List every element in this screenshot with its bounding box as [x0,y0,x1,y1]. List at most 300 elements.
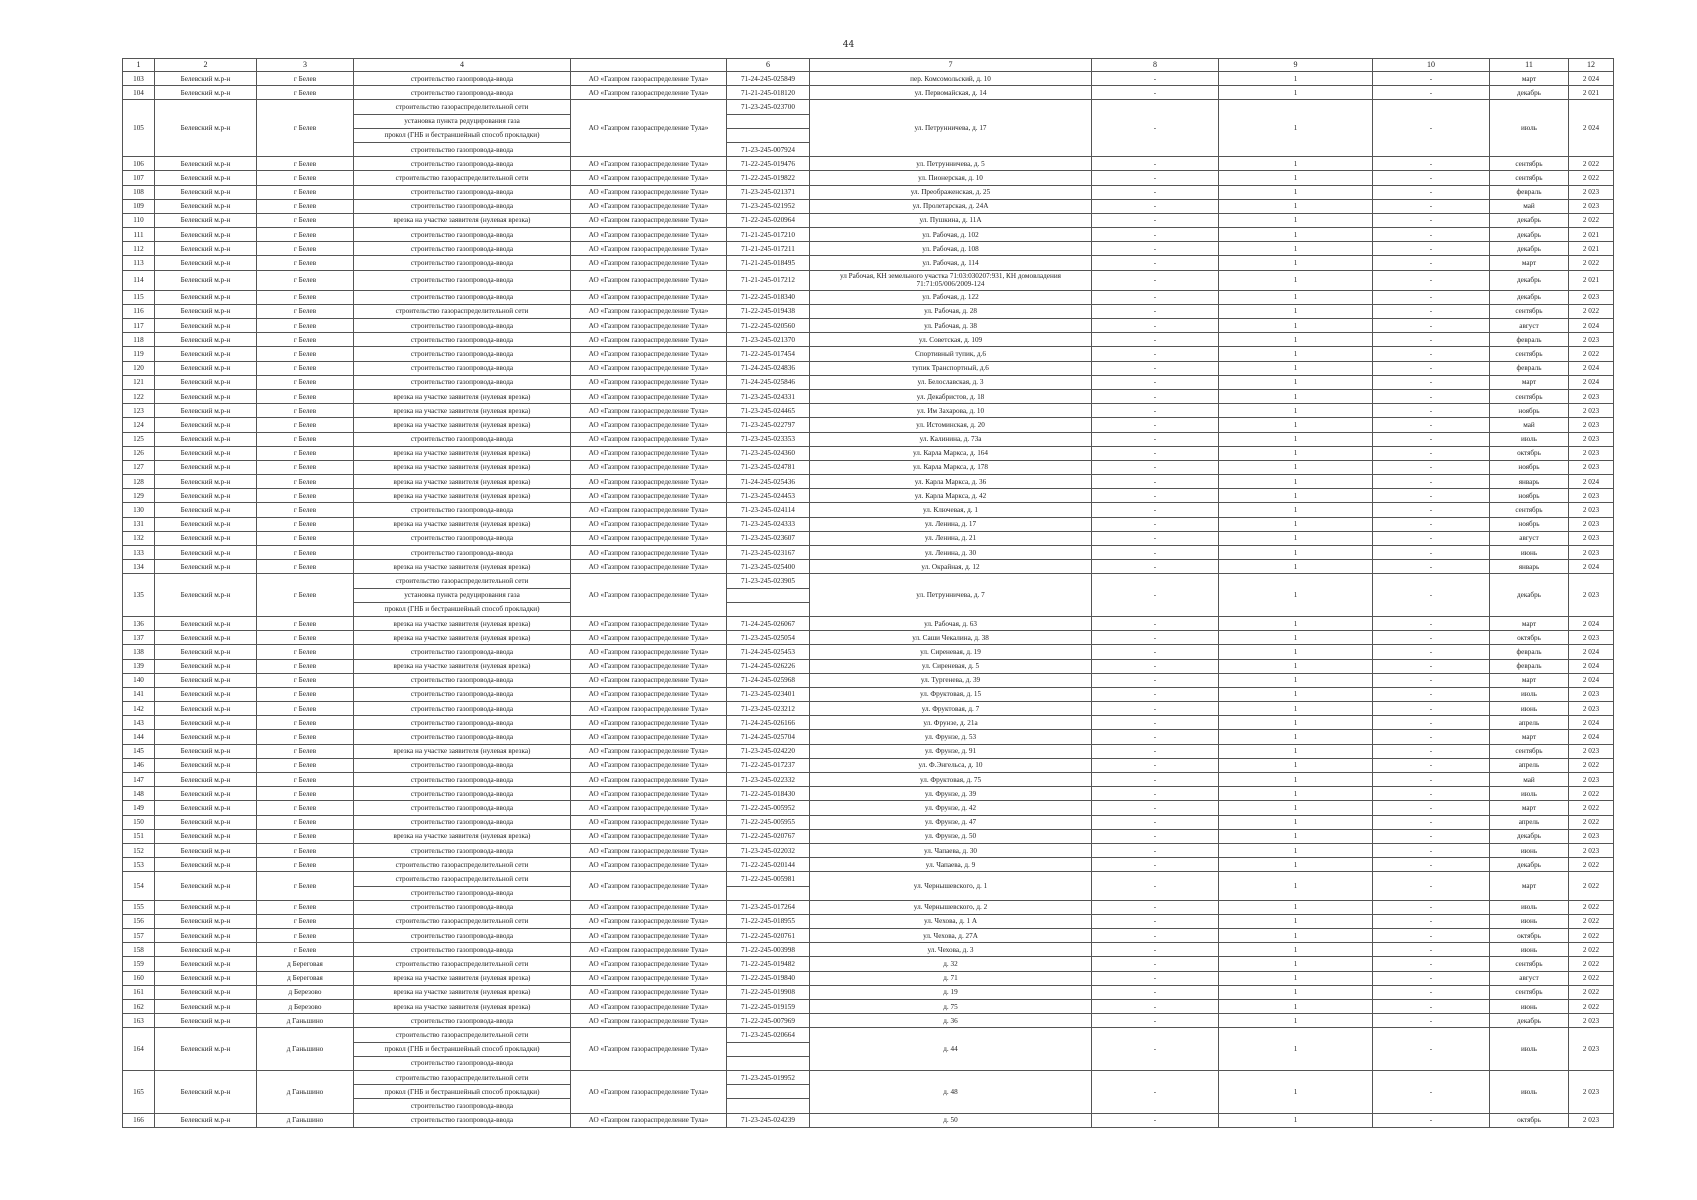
column-8-cell: - [1092,228,1219,242]
work-type-cell: строительство газопровода-ввода [354,86,571,100]
settlement-cell: г Белев [257,758,354,772]
year-cell: 2 022 [1569,347,1614,361]
work-type-cell: врезка на участке заявителя (нулевая врезка) [354,489,571,503]
work-type-cell: врезка на участке заявителя (нулевая врезка) [354,1000,571,1014]
row-number: 116 [123,304,155,318]
row-number: 110 [123,213,155,227]
settlement-cell: г Белев [257,171,354,185]
column-10-cell: - [1373,228,1490,242]
settlement-cell: г Белев [257,801,354,815]
application-id-cell: 71-22-245-017237 [727,758,810,772]
application-id-cell: 71-22-245-020560 [727,319,810,333]
district-cell: Белевский м.р-н [155,815,257,829]
work-type-cell: строительство газопровода-ввода [354,815,571,829]
year-cell: 2 023 [1569,702,1614,716]
address-cell: д. 36 [810,1014,1092,1028]
address-cell: ул. Фруктовая, д. 7 [810,702,1092,716]
column-10-cell: - [1373,673,1490,687]
table-row [123,971,1614,985]
settlement-cell: г Белев [257,503,354,517]
district-cell: Белевский м.р-н [155,1028,257,1071]
column-header: 6 [727,59,810,72]
address-cell: ул. Ленина, д. 21 [810,531,1092,545]
column-10-cell: - [1373,702,1490,716]
district-cell: Белевский м.р-н [155,72,257,86]
year-cell: 2 023 [1569,1070,1614,1113]
address-cell: ул. Карла Маркса, д. 36 [810,475,1092,489]
year-cell: 2 021 [1569,242,1614,256]
settlement-cell: г Белев [257,730,354,744]
column-8-cell: - [1092,716,1219,730]
settlement-cell: г Белев [257,673,354,687]
district-cell: Белевский м.р-н [155,645,257,659]
column-header-row [123,59,1614,72]
table-row [123,929,1614,943]
application-id-cell: 71-21-245-017210 [727,228,810,242]
column-9-cell: 1 [1219,815,1373,829]
organization-cell: АО «Газпром газораспределение Тула» [571,1014,727,1028]
organization-cell: АО «Газпром газораспределение Тула» [571,758,727,772]
work-type-cell: строительство газопровода-ввода [354,645,571,659]
month-cell: ноябрь [1490,489,1569,503]
column-8-cell: - [1092,1028,1219,1071]
month-cell: апрель [1490,815,1569,829]
column-8-cell: - [1092,702,1219,716]
column-8-cell: - [1092,872,1219,900]
month-cell: сентябрь [1490,503,1569,517]
month-cell: сентябрь [1490,389,1569,403]
column-10-cell: - [1373,1014,1490,1028]
organization-cell: АО «Газпром газораспределение Тула» [571,631,727,645]
month-cell: март [1490,256,1569,270]
settlement-cell: г Белев [257,347,354,361]
settlement-cell: г Белев [257,475,354,489]
month-cell: август [1490,531,1569,545]
organization-cell: АО «Газпром газораспределение Тула» [571,100,727,157]
work-type-cell: строительство газопровода-ввода [354,319,571,333]
table-row [123,531,1614,545]
year-cell: 2 024 [1569,319,1614,333]
work-type-cell: прокол (ГНБ и бестраншейный способ прокладки) [354,1085,571,1099]
address-cell: ул. Сиреневая, д. 19 [810,645,1092,659]
column-9-cell: 1 [1219,673,1373,687]
organization-cell: АО «Газпром газораспределение Тула» [571,460,727,474]
column-9-cell: 1 [1219,404,1373,418]
address-cell: ул. Фруктовая, д. 75 [810,773,1092,787]
address-cell: ул. Рабочая, д. 28 [810,304,1092,318]
organization-cell: АО «Газпром газораспределение Тула» [571,361,727,375]
column-9-cell: 1 [1219,304,1373,318]
column-8-cell: - [1092,730,1219,744]
application-id-cell: 71-22-245-019482 [727,957,810,971]
column-9-cell: 1 [1219,560,1373,574]
address-cell: д. 32 [810,957,1092,971]
organization-cell: АО «Газпром газораспределение Тула» [571,858,727,872]
month-cell: июль [1490,1028,1569,1071]
column-10-cell: - [1373,943,1490,957]
work-type-cell: врезка на участке заявителя (нулевая врезка) [354,631,571,645]
settlement-cell: г Белев [257,517,354,531]
application-id-cell: 71-23-245-021370 [727,333,810,347]
column-8-cell: - [1092,213,1219,227]
table-row [123,475,1614,489]
district-cell: Белевский м.р-н [155,100,257,157]
work-type-cell: строительство газопровода-ввода [354,290,571,304]
month-cell: март [1490,730,1569,744]
column-10-cell: - [1373,687,1490,701]
year-cell: 2 022 [1569,914,1614,928]
month-cell: июнь [1490,546,1569,560]
table-row [123,659,1614,673]
column-10-cell: - [1373,446,1490,460]
year-cell: 2 023 [1569,489,1614,503]
organization-cell: АО «Газпром газораспределение Тула» [571,957,727,971]
table-row [123,503,1614,517]
column-9-cell: 1 [1219,858,1373,872]
organization-cell: АО «Газпром газораспределение Тула» [571,914,727,928]
row-number: 138 [123,645,155,659]
month-cell: март [1490,872,1569,900]
row-number: 117 [123,319,155,333]
district-cell: Белевский м.р-н [155,389,257,403]
address-cell: ул. Тургенева, д. 39 [810,673,1092,687]
row-number: 145 [123,744,155,758]
month-cell: сентябрь [1490,304,1569,318]
month-cell: ноябрь [1490,404,1569,418]
work-type-cell: строительство газопровода-ввода [354,199,571,213]
month-cell: ноябрь [1490,517,1569,531]
address-cell: ул. Ленина, д. 30 [810,546,1092,560]
row-number: 124 [123,418,155,432]
year-cell: 2 024 [1569,361,1614,375]
year-cell: 2 021 [1569,270,1614,290]
column-8-cell: - [1092,943,1219,957]
column-10-cell: - [1373,531,1490,545]
organization-cell: АО «Газпром газораспределение Тула» [571,1113,727,1127]
column-9-cell: 1 [1219,645,1373,659]
column-8-cell: - [1092,185,1219,199]
row-number: 148 [123,787,155,801]
column-10-cell: - [1373,375,1490,389]
address-cell: пер. Комсомольский, д. 10 [810,72,1092,86]
district-cell: Белевский м.р-н [155,744,257,758]
district-cell: Белевский м.р-н [155,914,257,928]
address-cell: ул. Рабочая, д. 63 [810,616,1092,630]
row-number: 159 [123,957,155,971]
row-number: 153 [123,858,155,872]
settlement-cell: д Ганьшино [257,1028,354,1071]
settlement-cell: г Белев [257,228,354,242]
row-number: 112 [123,242,155,256]
column-header: 10 [1373,59,1490,72]
settlement-cell: г Белев [257,361,354,375]
table-row [123,815,1614,829]
settlement-cell: д Береговая [257,971,354,985]
row-number: 129 [123,489,155,503]
row-number: 106 [123,157,155,171]
application-id-cell: 71-21-245-018495 [727,256,810,270]
district-cell: Белевский м.р-н [155,185,257,199]
month-cell: июнь [1490,702,1569,716]
organization-cell: АО «Газпром газораспределение Тула» [571,319,727,333]
column-8-cell: - [1092,489,1219,503]
column-8-cell: - [1092,531,1219,545]
column-9-cell: 1 [1219,242,1373,256]
work-type-cell: строительство газораспределительной сети [354,574,571,588]
table-row [123,773,1614,787]
organization-cell: АО «Газпром газораспределение Тула» [571,645,727,659]
table-row [123,943,1614,957]
organization-cell: АО «Газпром газораспределение Тула» [571,242,727,256]
row-number: 146 [123,758,155,772]
organization-cell: АО «Газпром газораспределение Тула» [571,213,727,227]
column-9-cell: 1 [1219,574,1373,617]
settlement-cell: г Белев [257,773,354,787]
work-type-cell: строительство газопровода-ввода [354,1113,571,1127]
organization-cell: АО «Газпром газораспределение Тула» [571,716,727,730]
work-type-cell: строительство газопровода-ввода [354,333,571,347]
month-cell: декабрь [1490,86,1569,100]
organization-cell: АО «Газпром газораспределение Тула» [571,1070,727,1113]
application-id-cell: 71-23-245-007924 [727,142,810,156]
work-type-cell: врезка на участке заявителя (нулевая врезка) [354,744,571,758]
work-type-cell: строительство газопровода-ввода [354,531,571,545]
year-cell: 2 022 [1569,801,1614,815]
district-cell: Белевский м.р-н [155,304,257,318]
month-cell: январь [1490,560,1569,574]
month-cell: июль [1490,787,1569,801]
settlement-cell: д Березово [257,985,354,999]
settlement-cell: г Белев [257,446,354,460]
work-type-cell: установка пункта редуцирования газа [354,588,571,602]
table-row [123,1028,1614,1042]
organization-cell: АО «Газпром газораспределение Тула» [571,418,727,432]
address-cell: ул. Рабочая, д. 108 [810,242,1092,256]
work-type-cell: строительство газопровода-ввода [354,886,571,900]
application-id-cell: 71-21-245-017212 [727,270,810,290]
organization-cell: АО «Газпром газораспределение Тула» [571,503,727,517]
row-number: 154 [123,872,155,900]
address-cell: ул. Ф.Энгельса, д. 10 [810,758,1092,772]
column-8-cell: - [1092,858,1219,872]
month-cell: сентябрь [1490,957,1569,971]
column-10-cell: - [1373,616,1490,630]
district-cell: Белевский м.р-н [155,290,257,304]
work-type-cell: строительство газопровода-ввода [354,900,571,914]
settlement-cell: г Белев [257,943,354,957]
table-row [123,631,1614,645]
application-id-cell: 71-22-245-020144 [727,858,810,872]
table-row [123,185,1614,199]
district-cell: Белевский м.р-н [155,531,257,545]
column-8-cell: - [1092,1113,1219,1127]
address-cell: д. 19 [810,985,1092,999]
application-id-cell: 71-23-245-017264 [727,900,810,914]
address-cell: ул. Пролетарская, д. 24А [810,199,1092,213]
address-cell: ул. Окрайная, д. 12 [810,560,1092,574]
organization-cell: АО «Газпром газораспределение Тула» [571,815,727,829]
row-number: 127 [123,460,155,474]
year-cell: 2 022 [1569,858,1614,872]
address-cell: ул. Рабочая, д. 122 [810,290,1092,304]
district-cell: Белевский м.р-н [155,432,257,446]
month-cell: декабрь [1490,829,1569,843]
column-9-cell: 1 [1219,418,1373,432]
work-type-cell: строительство газораспределительной сети [354,858,571,872]
row-number: 121 [123,375,155,389]
row-number: 164 [123,1028,155,1071]
district-cell: Белевский м.р-н [155,86,257,100]
column-9-cell: 1 [1219,843,1373,857]
column-9-cell: 1 [1219,389,1373,403]
table-row [123,744,1614,758]
column-10-cell: - [1373,574,1490,617]
application-id-cell: 71-22-245-019476 [727,157,810,171]
table-row [123,228,1614,242]
column-10-cell: - [1373,560,1490,574]
row-number: 142 [123,702,155,716]
address-cell: д. 71 [810,971,1092,985]
column-10-cell: - [1373,914,1490,928]
row-number: 158 [123,943,155,957]
month-cell: август [1490,319,1569,333]
column-8-cell: - [1092,319,1219,333]
settlement-cell: г Белев [257,319,354,333]
month-cell: октябрь [1490,631,1569,645]
application-id-cell: 71-22-245-003998 [727,943,810,957]
row-number: 118 [123,333,155,347]
column-10-cell: - [1373,773,1490,787]
row-number: 131 [123,517,155,531]
column-9-cell: 1 [1219,228,1373,242]
application-id-cell [727,1056,810,1070]
column-8-cell: - [1092,744,1219,758]
work-type-cell: строительство газопровода-ввода [354,843,571,857]
settlement-cell: г Белев [257,858,354,872]
address-cell: тупик Транспортный, д.6 [810,361,1092,375]
table-body [123,59,1614,1128]
month-cell: июль [1490,900,1569,914]
column-9-cell: 1 [1219,256,1373,270]
district-cell: Белевский м.р-н [155,858,257,872]
work-type-cell: строительство газопровода-ввода [354,758,571,772]
organization-cell: АО «Газпром газораспределение Тула» [571,270,727,290]
organization-cell: АО «Газпром газораспределение Тула» [571,72,727,86]
column-10-cell: - [1373,460,1490,474]
column-9-cell: 1 [1219,361,1373,375]
table-row [123,199,1614,213]
row-number: 132 [123,531,155,545]
column-8-cell: - [1092,1000,1219,1014]
year-cell: 2 022 [1569,957,1614,971]
column-10-cell: - [1373,319,1490,333]
month-cell: февраль [1490,361,1569,375]
work-type-cell: строительство газопровода-ввода [354,773,571,787]
table-row [123,616,1614,630]
address-cell: д. 48 [810,1070,1092,1113]
table-row [123,787,1614,801]
settlement-cell: г Белев [257,787,354,801]
work-type-cell: строительство газопровода-ввода [354,929,571,943]
column-9-cell: 1 [1219,270,1373,290]
column-8-cell: - [1092,773,1219,787]
year-cell: 2 023 [1569,290,1614,304]
application-id-cell: 71-24-245-026226 [727,659,810,673]
work-type-cell: врезка на участке заявителя (нулевая врезка) [354,460,571,474]
month-cell: июль [1490,100,1569,157]
work-type-cell: врезка на участке заявителя (нулевая врезка) [354,475,571,489]
table-row [123,347,1614,361]
column-9-cell: 1 [1219,957,1373,971]
application-id-cell: 71-22-245-005981 [727,872,810,886]
organization-cell: АО «Газпром газораспределение Тула» [571,872,727,900]
month-cell: февраль [1490,645,1569,659]
column-9-cell: 1 [1219,157,1373,171]
settlement-cell: г Белев [257,574,354,617]
address-cell: ул. Карла Маркса, д. 178 [810,460,1092,474]
work-type-cell: прокол (ГНБ и бестраншейный способ прокладки) [354,602,571,616]
organization-cell: АО «Газпром газораспределение Тула» [571,171,727,185]
column-10-cell: - [1373,957,1490,971]
year-cell: 2 024 [1569,673,1614,687]
settlement-cell: г Белев [257,829,354,843]
district-cell: Белевский м.р-н [155,773,257,787]
organization-cell: АО «Газпром газораспределение Тула» [571,475,727,489]
year-cell: 2 024 [1569,72,1614,86]
settlement-cell: д Береговая [257,957,354,971]
application-id-cell: 71-22-245-005955 [727,815,810,829]
column-header: 4 [354,59,571,72]
month-cell: октябрь [1490,1113,1569,1127]
work-type-cell: строительство газопровода-ввода [354,347,571,361]
column-8-cell: - [1092,546,1219,560]
address-cell: ул. Петрунничева, д. 5 [810,157,1092,171]
column-10-cell: - [1373,829,1490,843]
month-cell: май [1490,199,1569,213]
month-cell: март [1490,673,1569,687]
row-number: 122 [123,389,155,403]
settlement-cell: г Белев [257,333,354,347]
district-cell: Белевский м.р-н [155,361,257,375]
settlement-cell: г Белев [257,404,354,418]
column-header: 9 [1219,59,1373,72]
table-row [123,687,1614,701]
column-8-cell: - [1092,957,1219,971]
column-9-cell: 1 [1219,432,1373,446]
settlement-cell: г Белев [257,418,354,432]
column-9-cell: 1 [1219,758,1373,772]
column-9-cell: 1 [1219,347,1373,361]
year-cell: 2 023 [1569,460,1614,474]
district-cell: Белевский м.р-н [155,631,257,645]
table-row [123,171,1614,185]
work-type-cell: строительство газопровода-ввода [354,503,571,517]
month-cell: декабрь [1490,270,1569,290]
column-9-cell: 1 [1219,702,1373,716]
column-9-cell: 1 [1219,872,1373,900]
settlement-cell: г Белев [257,100,354,157]
table-row [123,489,1614,503]
district-cell: Белевский м.р-н [155,985,257,999]
row-number: 144 [123,730,155,744]
district-cell: Белевский м.р-н [155,971,257,985]
address-cell: ул. Рабочая, д. 114 [810,256,1092,270]
column-8-cell: - [1092,631,1219,645]
application-id-cell: 71-22-245-020964 [727,213,810,227]
application-id-cell [727,886,810,900]
application-id-cell: 71-21-245-017211 [727,242,810,256]
work-type-cell: строительство газопровода-ввода [354,546,571,560]
